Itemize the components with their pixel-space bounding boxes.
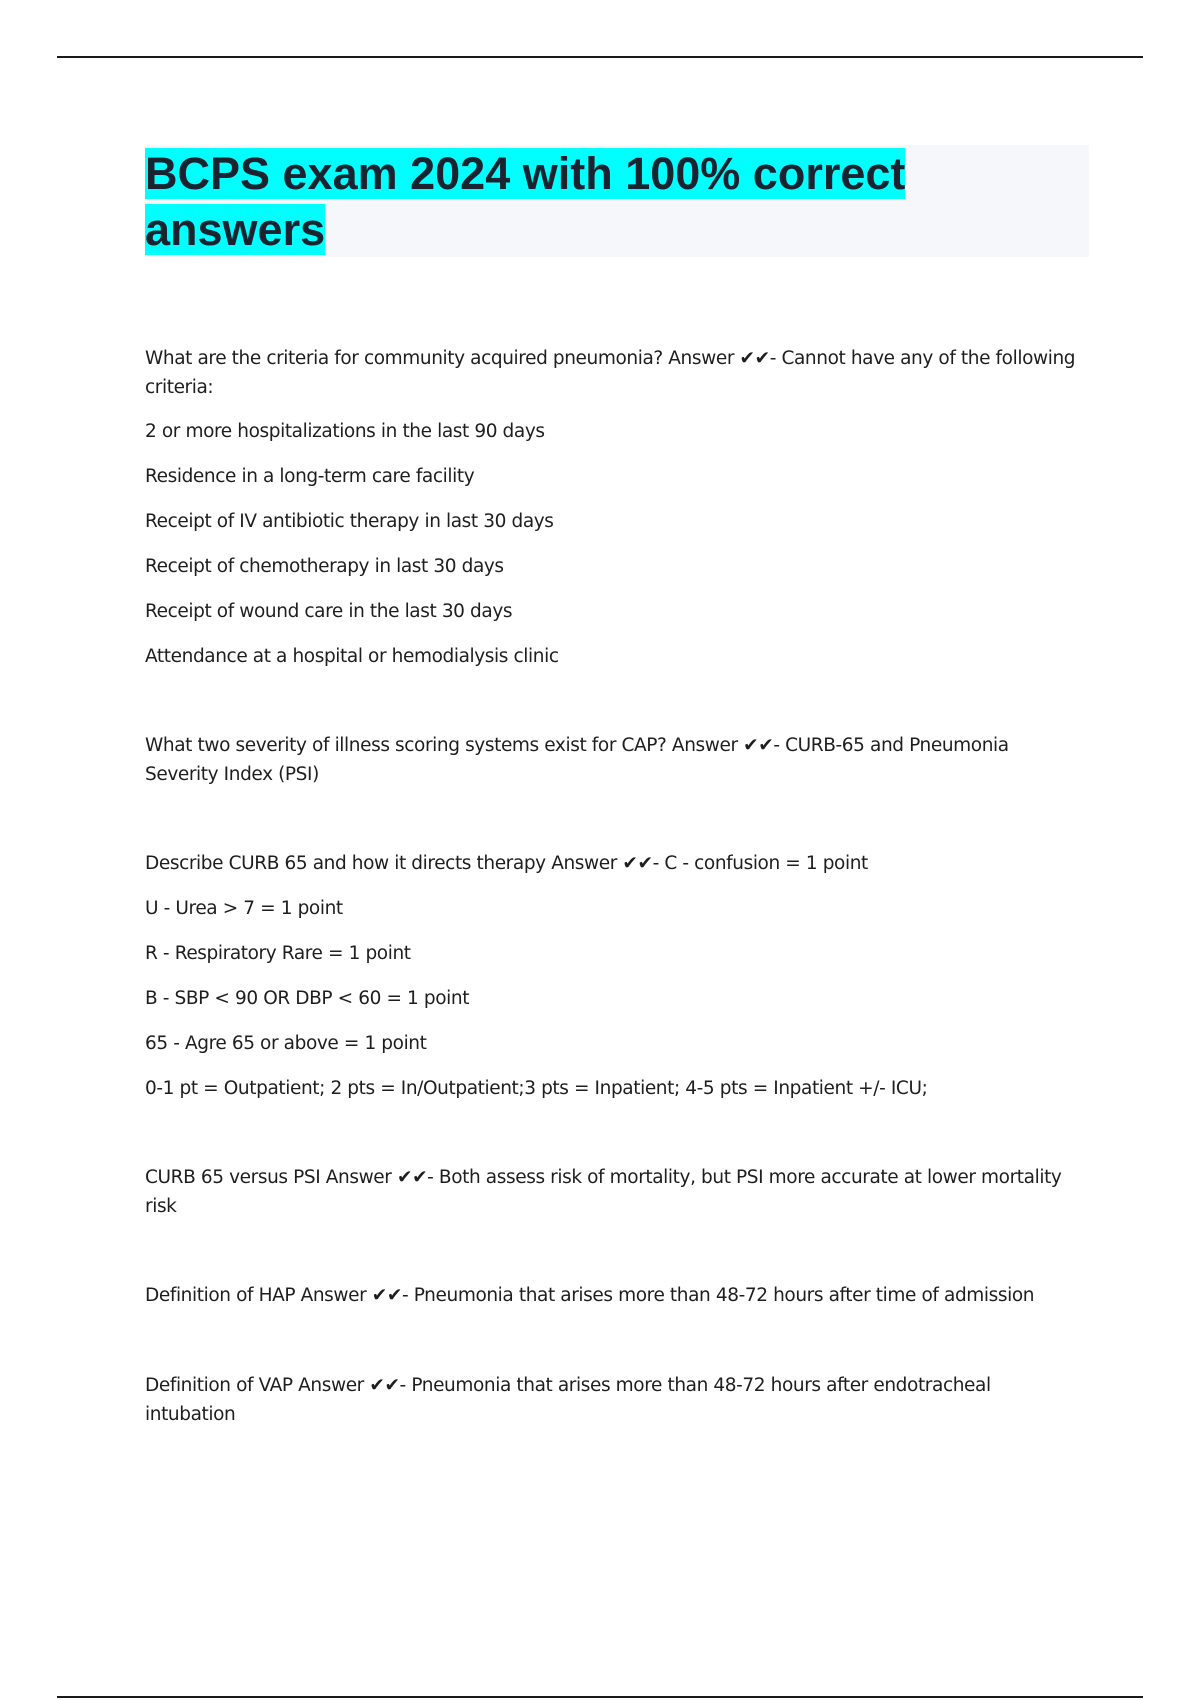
qa-item-1-detail: Residence in a long-term care facility — [145, 466, 475, 487]
qa-item-1-detail: Attendance at a hospital or hemodialysis clinic — [145, 646, 559, 667]
header-rule — [57, 56, 1143, 58]
qa-item-3-detail: 0-1 pt = Outpatient; 2 pts = In/Outpatient;3 pts = Inpatient; 4-5 pts = Inpatient +/- ICU; — [145, 1078, 928, 1099]
qa-item-6-question: Definition of VAP Answer ✔✔- Pneumonia that arises more than 48-72 hours after endotracheal intubation — [145, 1375, 991, 1425]
qa-item-2-question: What two severity of illness scoring systems exist for CAP? Answer ✔✔- CURB-65 and Pneumonia Severity Index (PSI) — [145, 735, 1009, 785]
document-title — [145, 146, 1005, 258]
title-highlight: BCPS exam 2024 with 100% correct answers — [145, 148, 906, 255]
qa-item-3-detail: B - SBP < 90 OR DBP < 60 = 1 point — [145, 988, 470, 1009]
qa-item-3-detail: 65 - Agre 65 or above = 1 point — [145, 1033, 427, 1054]
qa-item-1-question: What are the criteria for community acquired pneumonia? Answer ✔✔- Cannot have any of the following criteria: — [145, 348, 1076, 398]
document-body — [145, 344, 1085, 1429]
qa-item-1-detail: Receipt of wound care in the last 30 days — [145, 601, 513, 622]
footer-rule — [57, 1696, 1143, 1698]
qa-item-3-detail: R - Respiratory Rare = 1 point — [145, 943, 411, 964]
qa-item-3-question: Describe CURB 65 and how it directs therapy Answer ✔✔- C - confusion = 1 point — [145, 853, 868, 874]
qa-item-4-question: CURB 65 versus PSI Answer ✔✔- Both assess risk of mortality, but PSI more accurate at lower mortality risk — [145, 1167, 1062, 1217]
qa-item-3-detail: U - Urea > 7 = 1 point — [145, 898, 343, 919]
qa-item-1-detail: 2 or more hospitalizations in the last 90 days — [145, 421, 545, 442]
qa-item-1-detail: Receipt of IV antibiotic therapy in last 30 days — [145, 511, 554, 532]
qa-item-1-detail: Receipt of chemotherapy in last 30 days — [145, 556, 504, 577]
qa-item-5-question: Definition of HAP Answer ✔✔- Pneumonia that arises more than 48-72 hours after time of admission — [145, 1285, 1035, 1306]
